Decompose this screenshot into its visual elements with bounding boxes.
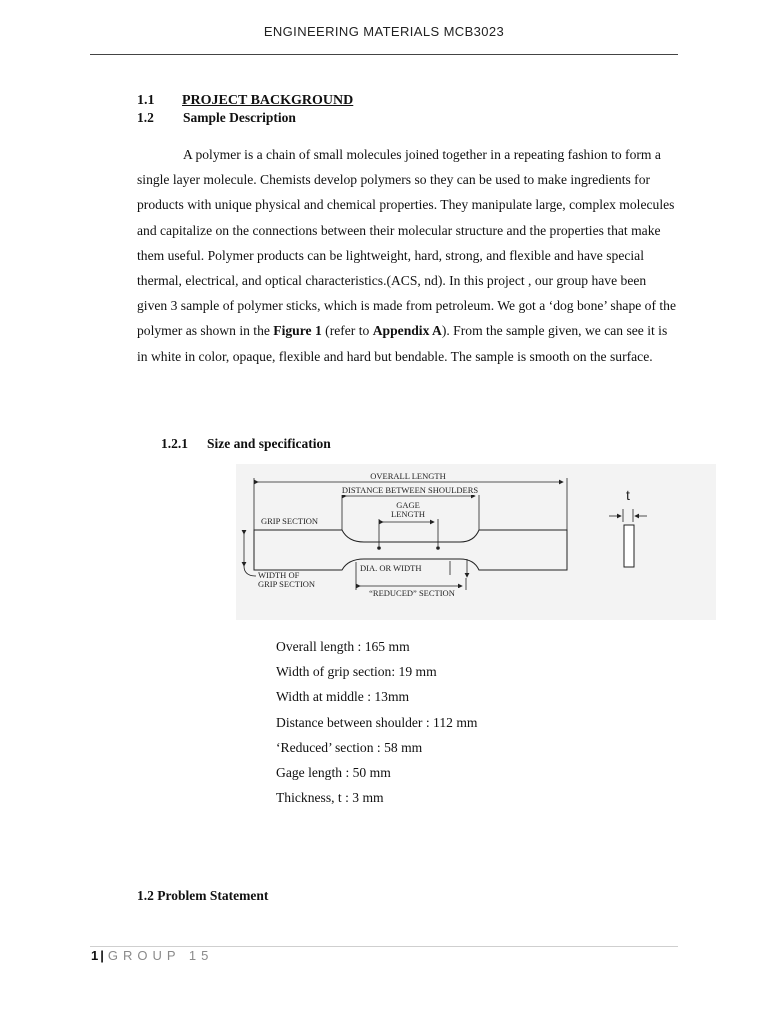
gage-label: GAGE (396, 500, 420, 510)
section-number: 1.1 (137, 93, 155, 108)
paragraph-text-1: A polymer is a chain of small molecules joined together in a repeating fashion to form a single layer molecule. Chemists develop polymers so they can be used to make ingredients for products with unique physical and chemical properties. They manipulate large, complex molecules and capitalize on the connections between their molecular structure and the properties that make them useful. Polymer products can be lightweight, hard, strong, and flexible and have special thermal, electrical, and optical characteristics.(ACS, nd). In this project , our group have been given 3 sample of polymer sticks, which is made from petroleum. We got a ‘dog bone’ shape of the polymer as shown in the (137, 147, 676, 339)
subsection-heading (137, 110, 296, 126)
subsection-number: 1.2 (137, 110, 154, 125)
spec-shoulder-distance: Distance between shoulder : 112 mm (276, 714, 478, 730)
reduced-section-label: “REDUCED” SECTION (369, 588, 455, 598)
subsubsection-title: Size and specification (207, 436, 331, 451)
grip-section-width-label: GRIP SECTION (258, 579, 316, 589)
footer-separator: | (100, 948, 104, 963)
body-paragraph (137, 142, 677, 369)
paragraph-text-3: ). From the sample given, we can see it is in white in color, opaque, flexible and hard but bendable. The sample is smooth on the surface. (137, 323, 668, 364)
specification-list (276, 634, 477, 810)
footer-divider (90, 946, 678, 947)
shoulders-label: DISTANCE BETWEEN SHOULDERS (341, 485, 479, 495)
page-number: 1 (91, 948, 99, 963)
subsubsection-heading (161, 436, 331, 452)
grip-section-label: GRIP SECTION (261, 516, 319, 526)
thickness-side-view (624, 525, 634, 567)
page-header: ENGINEERING MATERIALS MCB3023 (263, 24, 505, 39)
specimen-diagram (236, 464, 716, 620)
paragraph-text-2: (refer to (321, 323, 373, 339)
gage-mark-right (436, 546, 440, 550)
spec-gage-length: Gage length : 50 mm (276, 765, 391, 781)
subsection-title: Sample Description (183, 110, 296, 125)
problem-statement-heading: 1.2 Problem Statement (137, 888, 269, 903)
spec-grip-width: Width of grip section: 19 mm (276, 664, 437, 680)
gage-mark-left (377, 546, 381, 550)
gage-length-label: LENGTH (391, 509, 425, 519)
spec-overall-length: Overall length : 165 mm (276, 639, 410, 654)
section-heading (137, 93, 353, 109)
spec-thickness: Thickness, t : 3 mm (276, 790, 384, 806)
overall-length-label: OVERALL LENGTH (370, 471, 446, 481)
header-divider (90, 54, 678, 55)
page-footer (91, 948, 213, 963)
spec-reduced-section: ‘Reduced’ section : 58 mm (276, 739, 423, 755)
figure-reference: Figure 1 (273, 323, 322, 339)
dog-bone-specimen-figure (236, 464, 716, 620)
spec-middle-width: Width at middle : 13mm (276, 689, 410, 705)
subsubsection-number: 1.2.1 (161, 436, 188, 451)
group-label: GROUP 15 (107, 948, 214, 963)
appendix-reference: Appendix A (372, 323, 442, 339)
section-title: PROJECT BACKGROUND (182, 93, 354, 108)
thickness-symbol: t (626, 487, 630, 503)
width-of-label: WIDTH OF (258, 570, 300, 580)
dia-or-width-label: DIA. OR WIDTH (360, 563, 422, 573)
